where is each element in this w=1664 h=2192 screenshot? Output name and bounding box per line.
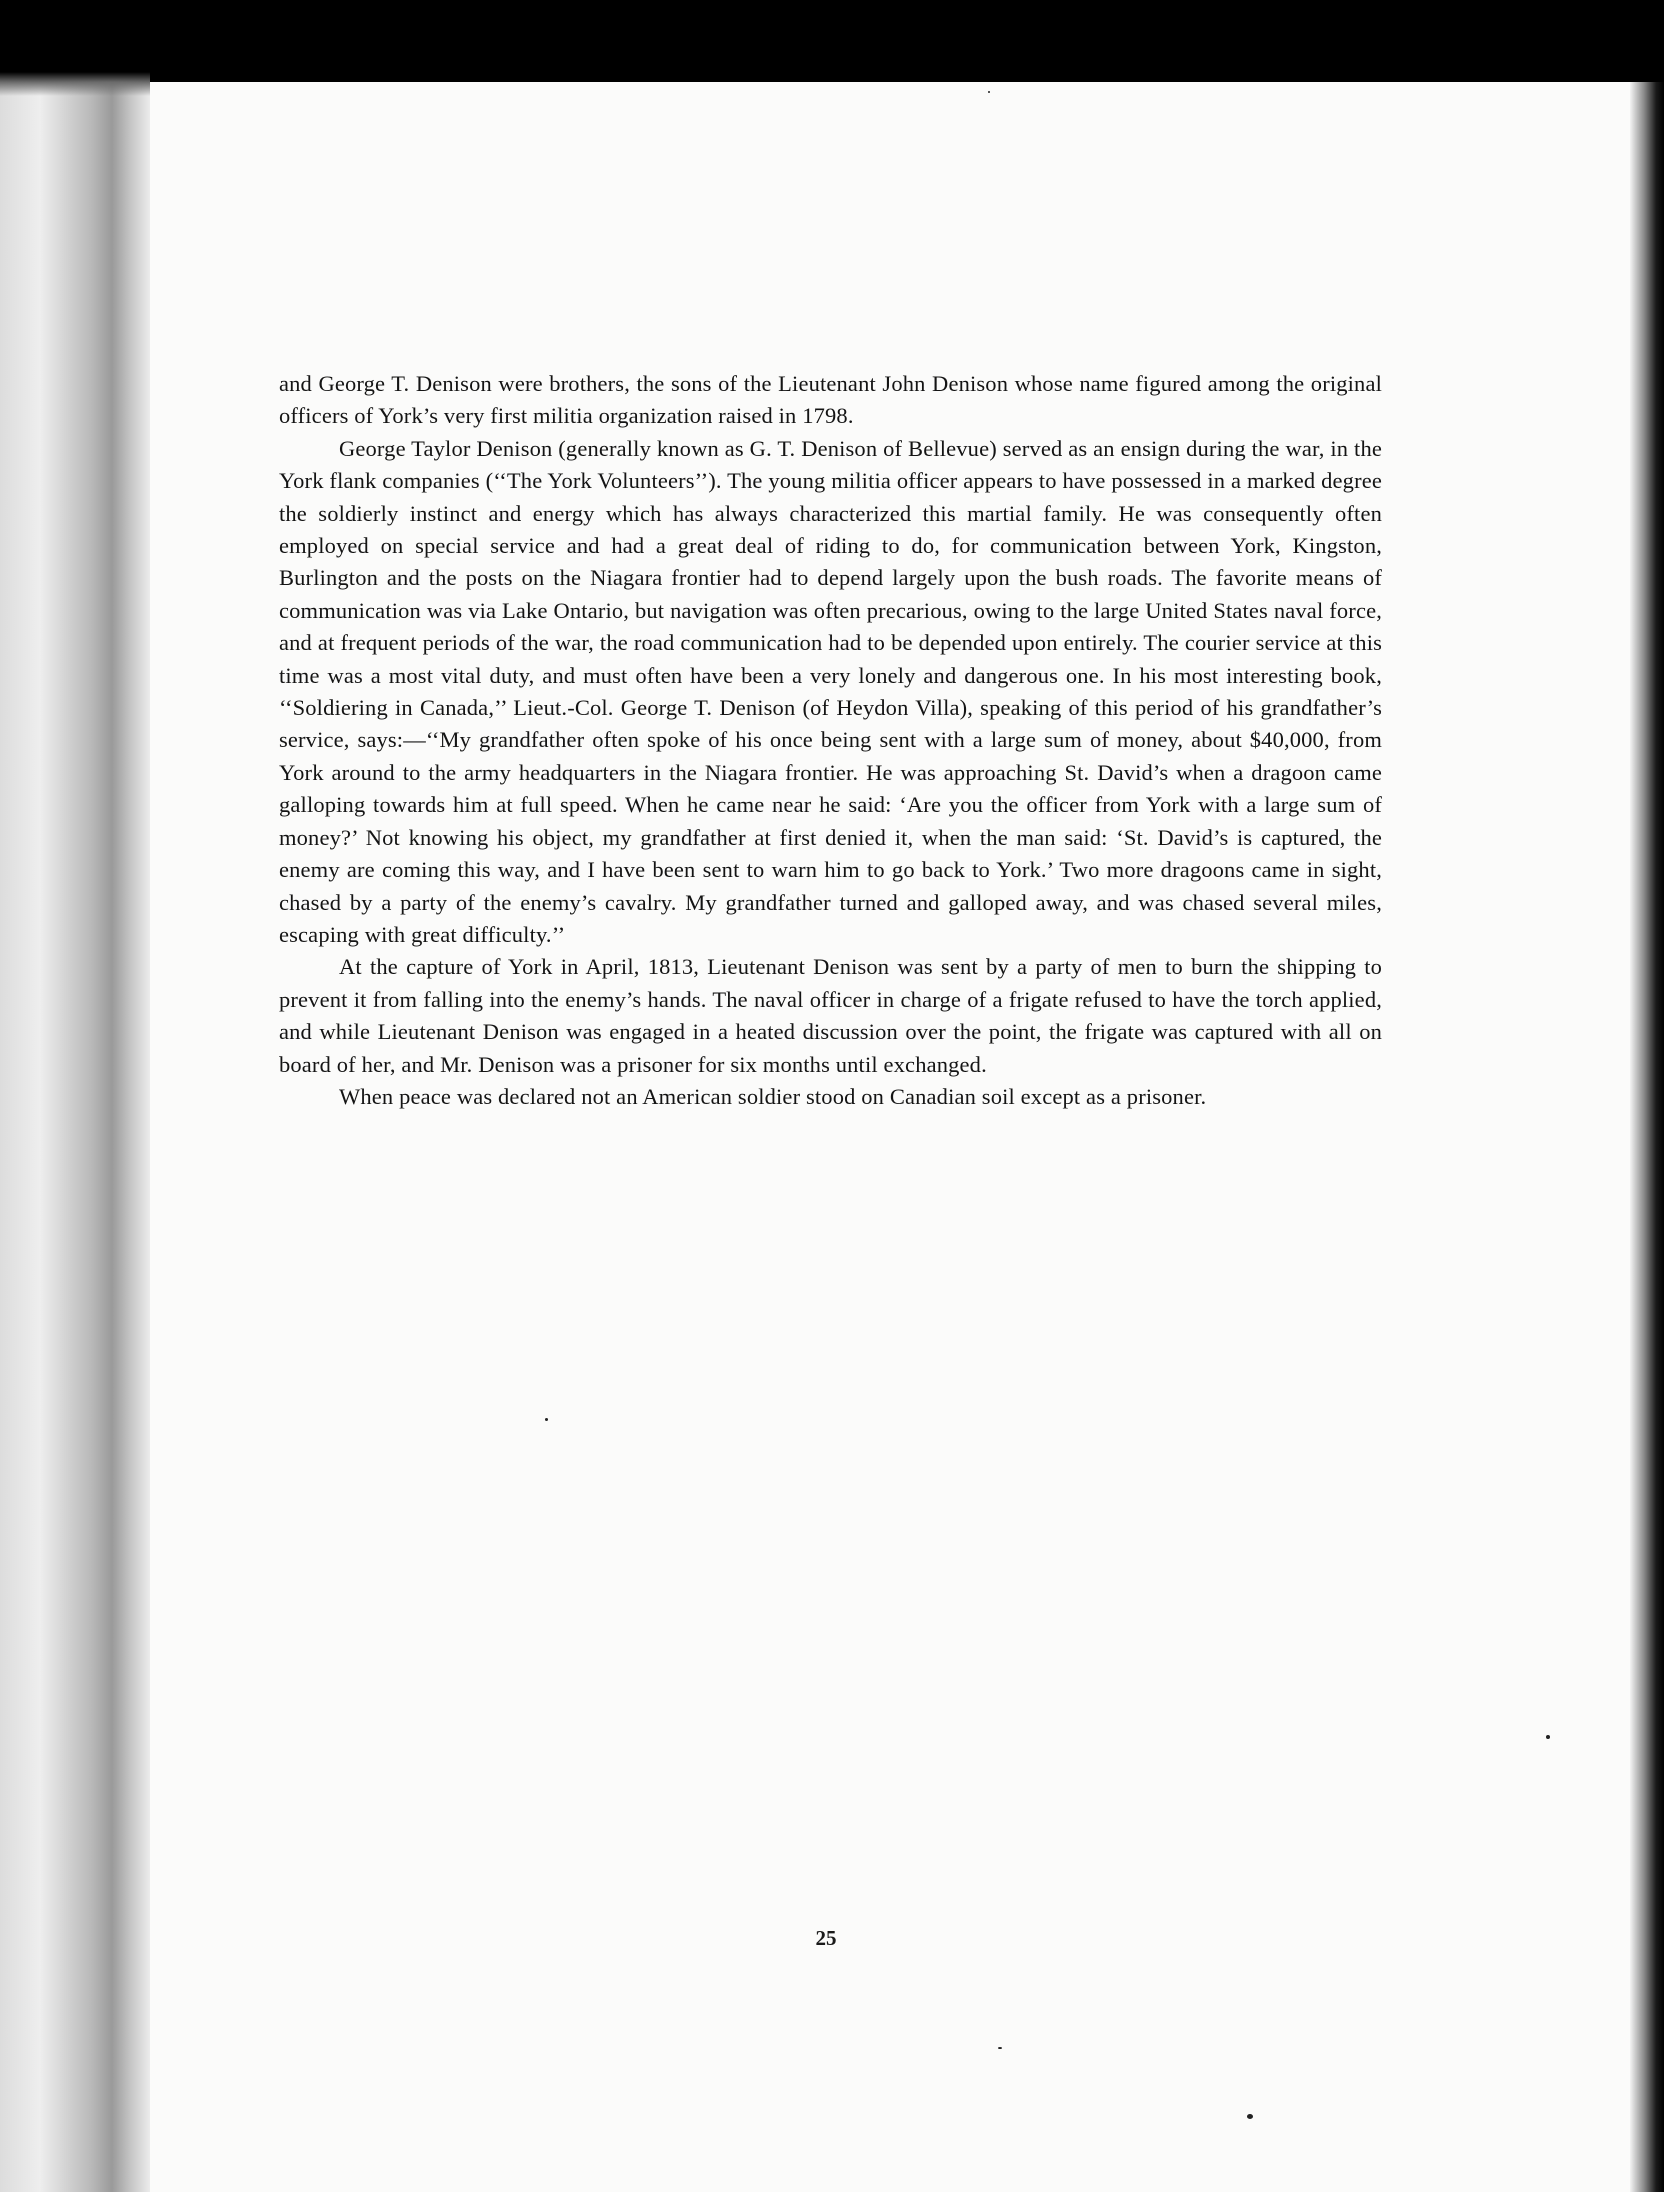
paragraph-continuation: and George T. Denison were brothers, the sons of the Lieutenant John Denison whose name figured among the original officers of York’s very first militia organization raised in 1798.: [279, 371, 1382, 429]
dust-speck: [1247, 2114, 1253, 2119]
dust-speck: [545, 1418, 548, 1421]
page-number: 25: [815, 1926, 837, 1950]
paragraph-peace-declared: When peace was declared not an American soldier stood on Canadian soil except as a prisoner.: [339, 1083, 1207, 1109]
book-spine-shadow: [0, 82, 150, 2192]
dust-speck: [988, 91, 990, 93]
page-right-edge: [1630, 82, 1664, 2192]
spine-top-shadow: [0, 72, 150, 96]
paragraph-george-taylor-denison: George Taylor Denison (generally known as G. T. Denison of Bellevue) served as an ensign during the war, in the York flank companies (‘‘The York Volunteers’’). The young militia officer appears to have possessed in a marked degree the soldierly instinct and energy which has always characterized this martial family. He was consequently often employed on special service and had a great deal of riding to do, for communication between York, Kingston, Burlington and the posts on the Niagara frontier had to depend largely upon the bush roads. The favorite means of communication was via Lake Ontario, but navigation was often precarious, owing to the large United States naval force, and at frequent periods of the war, the road communication had to be depended upon entirely. The courier service at this time was a most vital duty, and must often have been a very lonely and dangerous one. In his most interesting book, ‘‘Soldiering in Canada,’’ Lieut.-Col. George T. Denison (of Heydon Villa), speaking of this period of his grandfather’s service, says:—‘‘My grandfather often spoke of his once being sent with a large sum of money, about $40,000, from York around to the army headquarters in the Niagara frontier. He was approaching St. David’s when a dragoon came galloping towards him at full speed. When he came near he said: ‘Are you the officer from York with a large sum of money?’ Not knowing his object, my grandfather at first denied it, when the man said: ‘St. David’s is captured, the enemy are coming this way, and I have been sent to warn him to go back to York.’ Two more dragoons came in sight, chased by a party of the enemy’s cavalry. My grandfather turned and galloped away, and was chased several miles, escaping with great difficulty.’’: [279, 435, 1382, 947]
dust-speck: [998, 2047, 1002, 2049]
dust-speck: [1546, 1735, 1550, 1739]
paragraph-capture-of-york: At the capture of York in April, 1813, Lieutenant Denison was sent by a party of men to burn the shipping to prevent it from falling into the enemy’s hands. The naval officer in charge of a frigate refused to have the torch applied, and while Lieutenant Denison was engaged in a heated discussion over the point, the frigate was captured with all on board of her, and Mr. Denison was a prisoner for six months until exchanged.: [279, 954, 1382, 1077]
body-text: [279, 368, 1382, 1113]
